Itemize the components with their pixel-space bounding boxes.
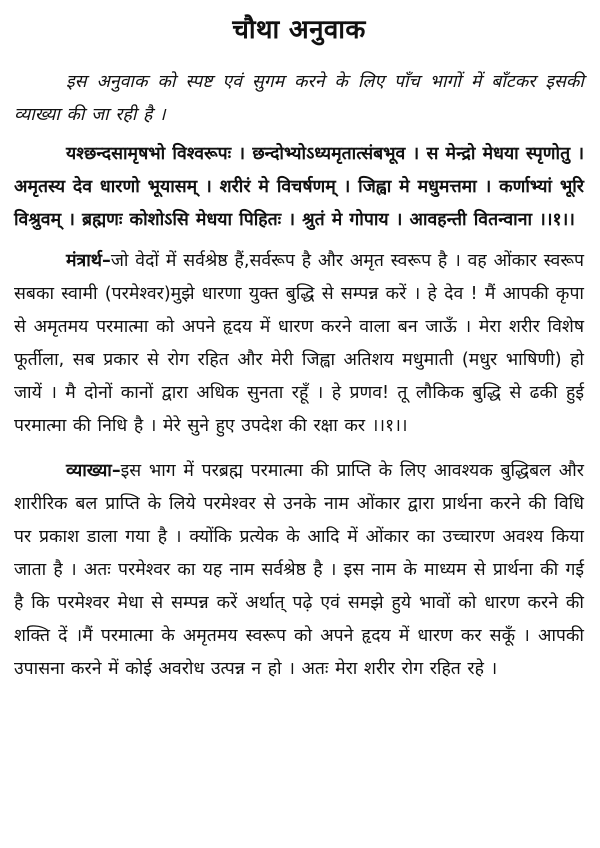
meaning-label: मंत्रार्थ– xyxy=(66,251,111,271)
explanation-label: व्याख्या– xyxy=(66,461,121,481)
explanation-paragraph xyxy=(14,455,584,686)
chapter-title: चौथा अनुवाक xyxy=(232,15,366,45)
meaning-text: जो वेदों में सर्वश्रेष्ठ हैं,सर्वरूप है और अमृत स्वरूप है । वह ओंकार स्वरूप सबका स्वामी (परमेश्वर)मुझे धारणा युक्त बुद्धि से सम्पन्न करें । हे देव ! मैं आपकी कृपा से अमृतमय परमात्मा को अपने हृदय में धारण करने वाला बन जाऊँ । मेरा शरीर विशेष फूर्तीला, सब प्रकार से रोग रहित और मेरी जिह्वा अतिशय मधुमाती (मधुर भाषिणी) हो जायें । मै दोनों कानों द्वारा अधिक सुनता रहूँ । हे प्रणव! तू लौकिक बुद्धि से ढकी हुई परमात्मा की निधि है । मेरे सुने हुए उपदेश की रक्षा कर ।।१।। xyxy=(14,251,584,436)
mantra-text: यश्छन्दसामृषभो विश्वरूपः । छन्दोभ्योऽध्यमृतात्संबभूव । स मेन्द्रो मेधया स्पृणोतु । अमृतस्य देव धारणो भूयासम् । शरीरं मे विचर्षणम् । जिह्वा मे मधुमत्तमा । कर्णाभ्यां भूरि विश्रुवम् । ब्रह्मणः कोशोऽसि मेधया पिहितः । श्रुतं मे गोपाय । आवहन्ती वितन्वाना ।।१।। xyxy=(14,144,584,230)
intro-paragraph: इस अनुवाक को स्पष्ट एवं सुगम करने के लिए पाँच भागों में बाँटकर इसकी व्याख्या की जा रही है । xyxy=(14,72,584,125)
explanation-text: इस भाग में परब्रह्म परमात्मा की प्राप्ति के लिए आवश्यक बुद्धिबल और शारीरिक बल प्राप्ति के लिये परमेश्वर से उनके नाम ओंकार द्वारा प्रार्थना करने की विधि पर प्रकाश डाला गया है । क्योंकि प्रत्येक के आदि में ओंकार का उच्चारण अवश्य किया जाता है । अतः परमेश्वर का यह नाम सर्वश्रेष्ठ है । इस नाम के माध्यम से प्रार्थना की गई है कि परमेश्वर मेधा से सम्पन्न करें अर्थात् पढ़े एवं समझे हुये भावों को धारण करने की शक्ति दें ।मैं परमात्मा के अमृतमय स्वरूप को अपने हृदय में धारण कर सकूँ । आपकी उपासना करने में कोई अवरोध उत्पन्न न हो । अतः मेरा शरीर रोग रहित रहे । xyxy=(14,461,584,679)
meaning-paragraph xyxy=(14,245,584,443)
